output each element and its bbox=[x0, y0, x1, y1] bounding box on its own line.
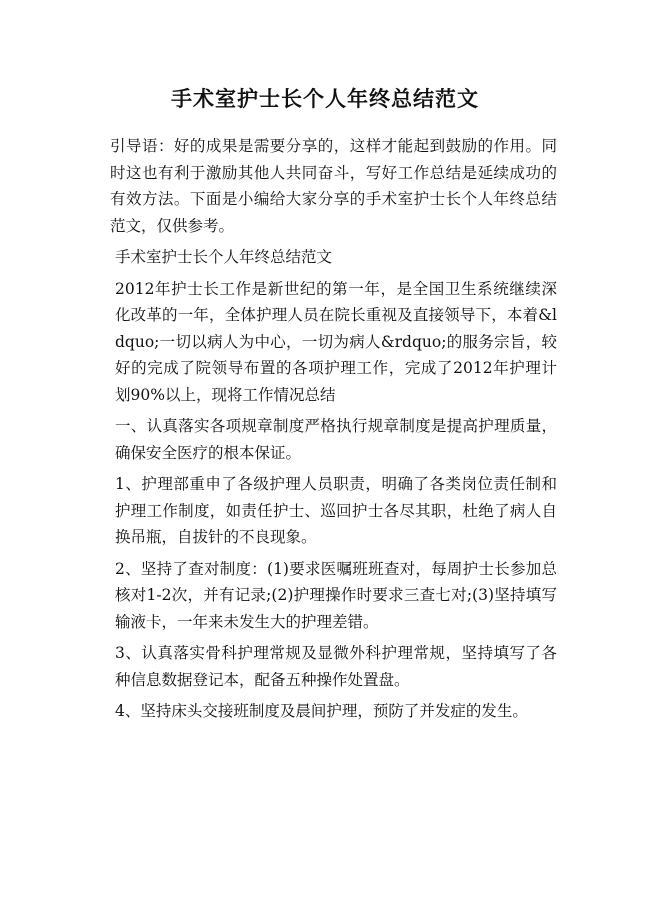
subtitle-paragraph: 手术室护士长个人年终总结范文 bbox=[115, 248, 333, 266]
list-item: 1、护理部重申了各级护理人员职责，明确了各类岗位责任制和护理工作制度，如责任护士、巡回护士各尽其职，杜绝了病人自换吊瓶，自拔针的不良现象。 bbox=[115, 475, 557, 546]
list-item: 4、坚持床头交接班制度及晨间护理，预防了并发症的发生。 bbox=[115, 702, 528, 720]
document-body bbox=[95, 133, 557, 730]
intro-paragraph: 引导语：好的成果是需要分享的，这样才能起到鼓励的作用。同时这也有利于激励其他人共同奋斗，写好工作总结是延续成功的有效方法。下面是小编给大家分享的手术室护士长个人年终总结范文，仅供参考。 bbox=[110, 137, 557, 235]
list-item: 2、坚持了查对制度：(1)要求医嘱班班查对，每周护士长参加总核对1-2次，并有记录;(2)护理操作时要求三查七对;(3)坚持填写输液卡，一年来未发生大的护理差错。 bbox=[115, 559, 557, 631]
body-paragraph: 2012年护士长工作是新世纪的第一年，是全国卫生系统继续深化改革的一年，全体护理人员在院长重视及直接领导下，本着&ldquo;一切以病人为中心，一切为病人&rdquo;的服务宗旨，较好的完成了院领导布置的各项护理工作，完成了2012年护理计划90%以上，现将工作情况总结 bbox=[115, 279, 557, 404]
list-item: 3、认真落实骨科护理常规及显微外科护理常规，坚持填写了各种信息数据登记本，配备五种操作处置盘。 bbox=[115, 644, 557, 689]
document-title: 手术室护士长个人年终总结范文 bbox=[171, 86, 479, 111]
section-heading: 一、认真落实各项规章制度严格执行规章制度是提高护理质量，确保安全医疗的根本保证。 bbox=[115, 417, 557, 462]
